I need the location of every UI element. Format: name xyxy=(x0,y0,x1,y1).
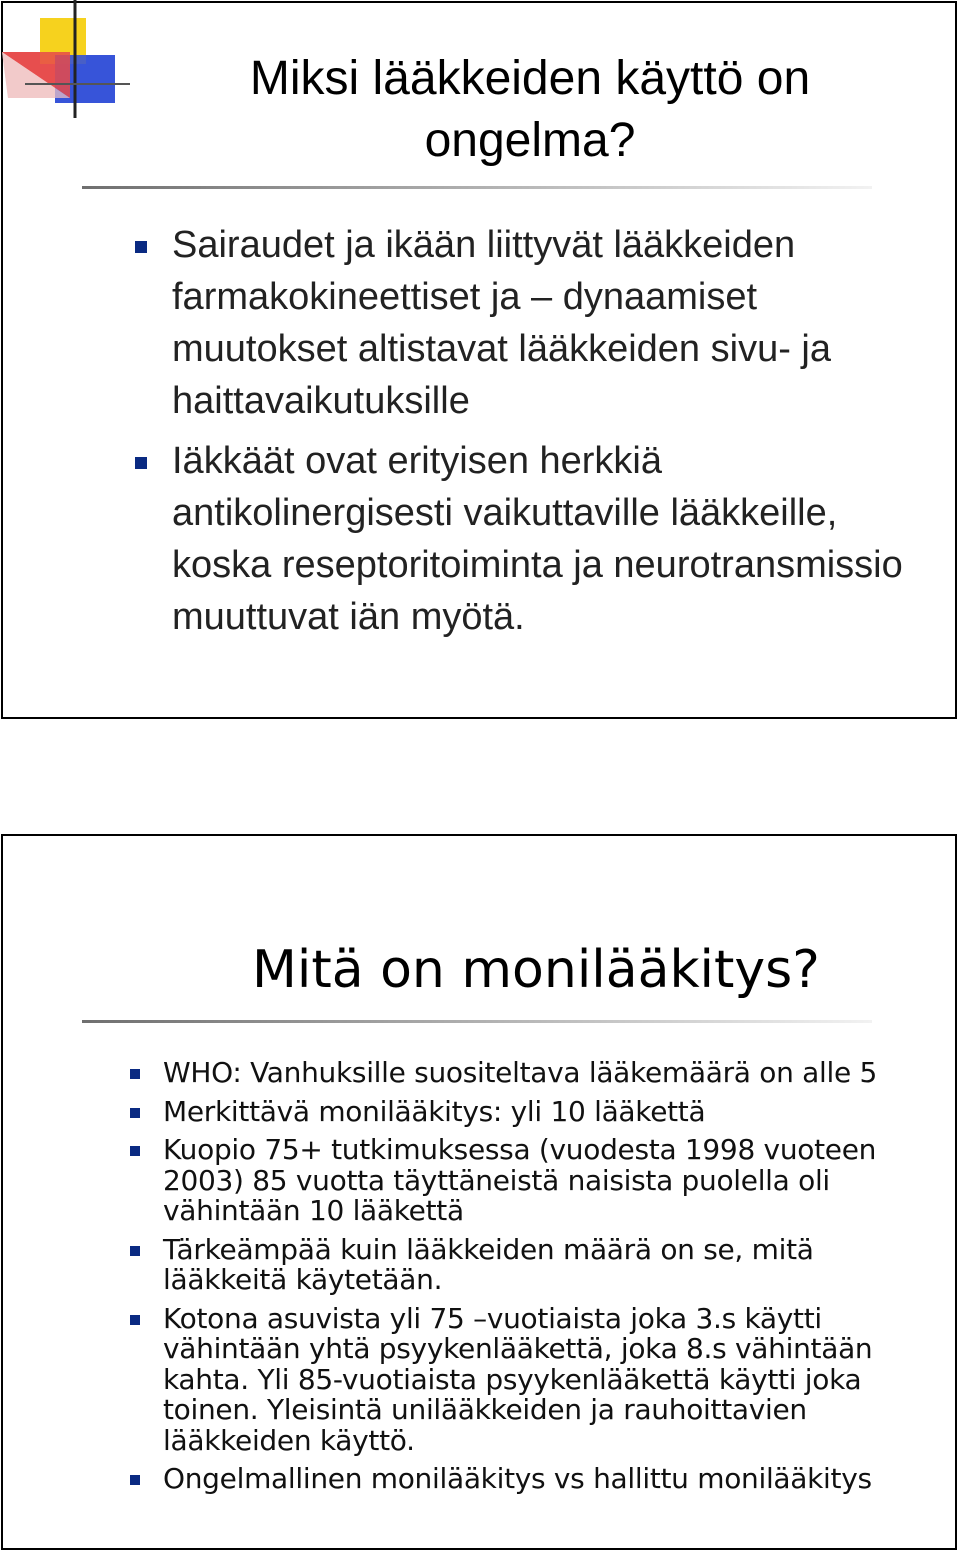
slide-title: Mitä on monilääkitys? xyxy=(252,940,820,1000)
list-item: Kuopio 75+ tutkimuksessa (vuodesta 1998 vuoteen 2003) 85 vuotta täyttäneistä naisista puolella oli vähintään 10 lääkettä xyxy=(163,1135,923,1227)
slide-title: Miksi lääkkeiden käyttö on ongelma? xyxy=(249,52,811,167)
bullet-square-icon xyxy=(130,1315,140,1325)
list-item: Iäkkäät ovat erityisen herkkiä antikolinergisesti vaikuttaville lääkkeille, koska reseptoritoiminta ja neurotransmissio muuttuvat iän myötä. xyxy=(172,435,932,643)
bullet-square-icon xyxy=(135,241,147,253)
list-item: Sairaudet ja ikään liittyvät lääkkeiden farmakokineettiset ja – dynaamiset muutokset altistavat lääkkeiden sivu- ja haittavaikutuksille xyxy=(172,219,932,427)
title-rule xyxy=(82,186,872,189)
list-item: Tärkeämpää kuin lääkkeiden määrä on se, mitä lääkkeitä käytetään. xyxy=(163,1235,923,1296)
bullet-square-icon xyxy=(130,1246,140,1256)
bullet-square-icon xyxy=(130,1475,140,1485)
list-item: Ongelmallinen monilääkitys vs hallittu monilääkitys xyxy=(163,1464,923,1495)
bullet-square-icon xyxy=(130,1069,140,1079)
list-item: WHO: Vanhuksille suositeltava lääkemäärä on alle 5 xyxy=(163,1058,923,1089)
bullet-square-icon xyxy=(130,1108,140,1118)
list-item: Kotona asuvista yli 75 –vuotiaista joka 3.s käytti vähintään yhtä psyykenlääkettä, joka 8.s vähintään kahta. Yli 85-vuotiaista psyykenlääkettä käytti joka toinen. Yleisintä unilääkkeiden ja rauhoittavien lääkkeiden käyttö. xyxy=(163,1304,923,1457)
bullet-square-icon xyxy=(130,1146,140,1156)
title-rule xyxy=(82,1020,872,1023)
list-item: Merkittävä monilääkitys: yli 10 lääkettä xyxy=(163,1097,923,1128)
bullet-list xyxy=(163,1058,923,1495)
slide-decoration-icon xyxy=(0,0,130,120)
bullet-square-icon xyxy=(135,457,147,469)
bullet-list xyxy=(172,219,932,643)
